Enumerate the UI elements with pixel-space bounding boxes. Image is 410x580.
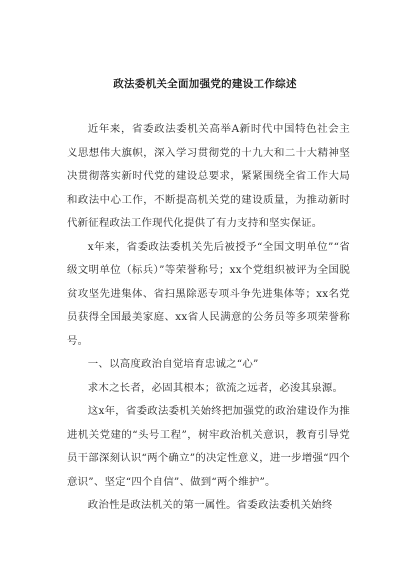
document-body	[67, 118, 350, 518]
paragraph-political-nature: 政治性是政法机关的第一属性。省委政法委机关始终	[87, 499, 333, 511]
paragraph-honors: x年来，省委政法委机关先后被授予“全国文明单位”“省级文明单位（标兵）”等荣誉称号；xx个党组织被评为全国脱贫攻坚先进集体、省扫黑除恶专项斗争先进集体等；xx名党员获得全国最美家庭、xx省人民满意的公务员等多项荣誉称号。	[67, 240, 350, 347]
section-heading-1: 一、以高度政治自觉培育忠诚之“心”	[87, 358, 259, 370]
paragraph-intro: 近年来，省委政法委机关高举A新时代中国特色社会主义思想伟大旗帜，深入学习贯彻党的十九大和二十大精神坚决贯彻落实新时代党的建设总要求，紧紧围绕全省工作大局和政法中心工作，不断提高机关党的建设质量，为推动新时代新征程政法工作现代化提供了有力支持和坚实保证。	[67, 123, 350, 229]
paragraph-quote: 求木之长者，必固其根本；欲流之远者，必浚其泉源。	[87, 381, 344, 394]
document-title: 政法委机关全面加强党的建设工作综述	[113, 78, 297, 90]
paragraph-political-building: 这x年，省委政法委机关始终把加强党的政治建设作为推进机关党建的“头号工程”，树牢政治机关意识，教育引导党员干部深刻认识“两个确立”的决定性意义，进一步增强“四个意识”、坚定“四个自信”、做到“两个维护”。	[67, 405, 350, 488]
